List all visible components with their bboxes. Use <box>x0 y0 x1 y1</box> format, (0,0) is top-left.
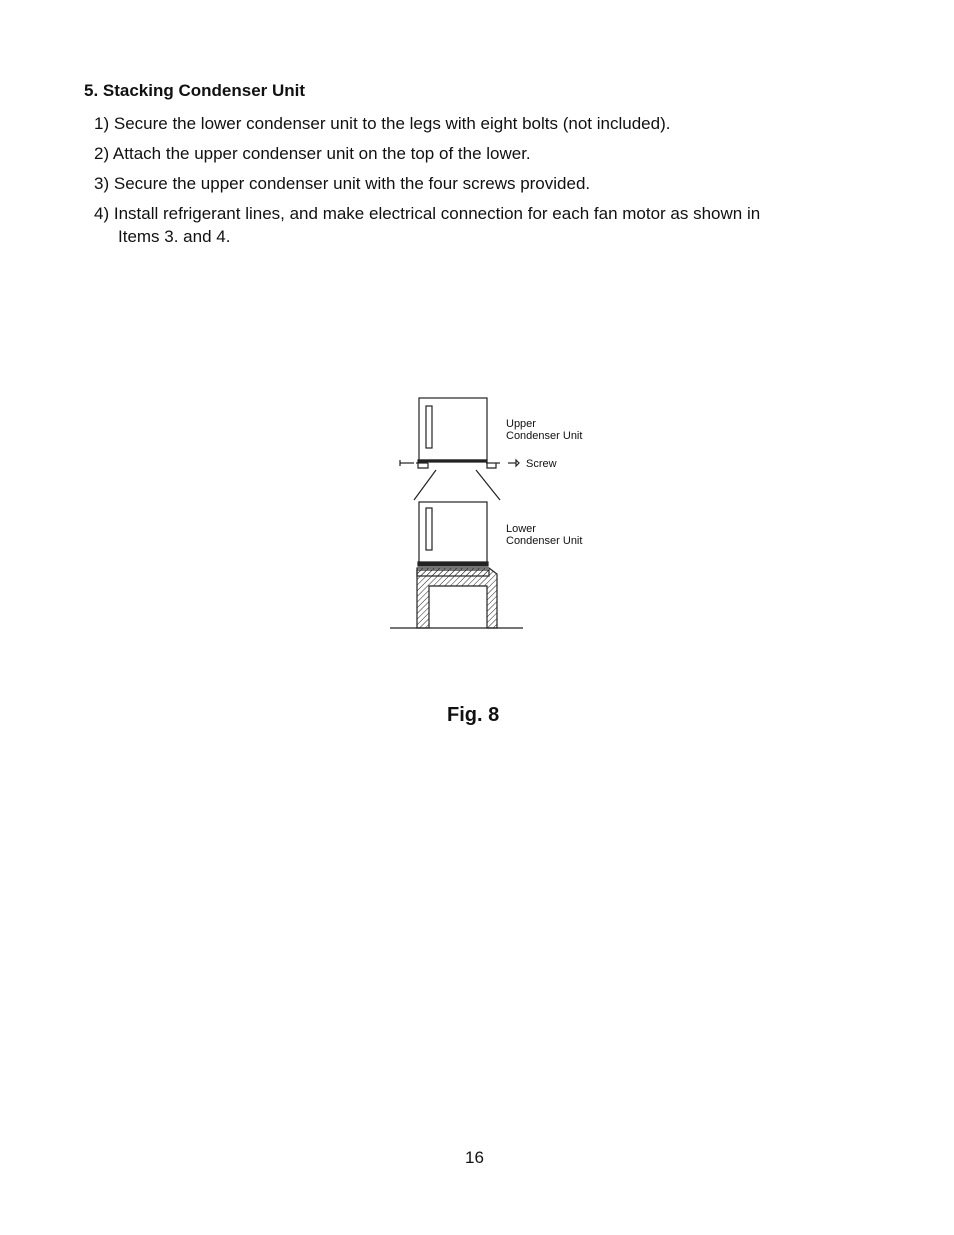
screw-right <box>508 460 519 466</box>
step-number: 4) <box>94 204 110 223</box>
stacking-diagram <box>380 390 610 640</box>
stacking-diagram-drawing <box>380 390 610 640</box>
step-text: Secure the upper condenser unit with the four screws provided. <box>113 174 591 193</box>
step-text-continuation: Items 3. and 4. <box>118 227 231 246</box>
upper-unit-label-line2: Condenser Unit <box>506 430 583 442</box>
lower-unit-label-line1: Lower <box>506 523 536 535</box>
step-3 <box>94 172 874 195</box>
step-number: 1) <box>94 114 110 133</box>
upper-condenser-unit <box>416 398 500 468</box>
figure-caption: Fig. 8 <box>447 704 500 726</box>
legs-stand <box>417 568 497 628</box>
lower-condenser-unit <box>418 502 488 566</box>
step-2 <box>94 142 874 165</box>
step-number: 3) <box>94 174 110 193</box>
step-text: Install refrigerant lines, and make electrical connection for each fan motor as shown in <box>113 204 761 223</box>
page-number: 16 <box>465 1148 484 1167</box>
lower-unit-label-line2: Condenser Unit <box>506 535 583 547</box>
screw-label: Screw <box>526 458 557 470</box>
section-title: 5. Stacking Condenser Unit <box>84 81 306 100</box>
step-1 <box>94 112 874 135</box>
step-text: Secure the lower condenser unit to the legs with eight bolts (not included). <box>113 114 671 133</box>
steps-list <box>94 112 874 255</box>
upper-unit-label-line1: Upper <box>506 418 536 430</box>
step-number: 2) <box>94 144 110 163</box>
stacking-guide <box>414 470 500 500</box>
screw-left <box>400 460 414 466</box>
step-4 <box>94 202 874 248</box>
step-text: Attach the upper condenser unit on the top of the lower. <box>112 144 531 163</box>
